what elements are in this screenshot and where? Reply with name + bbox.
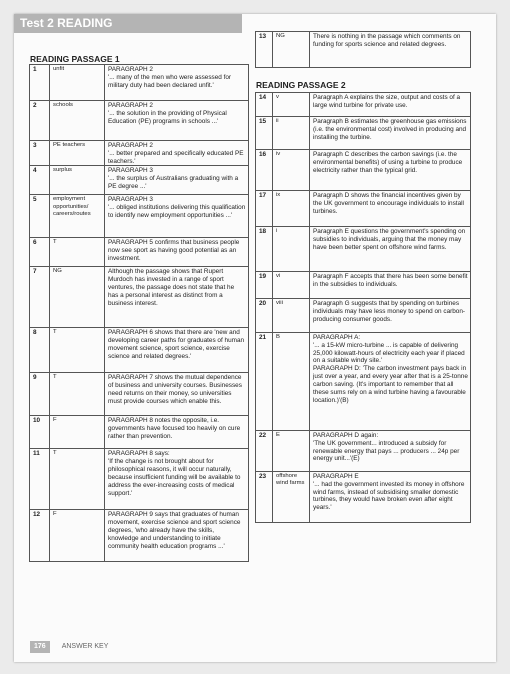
explanation: PARAGRAPH 2 '... better prepared and specifically educated PE teachers.': [105, 141, 249, 166]
footer-label: ANSWER KEY: [61, 643, 109, 650]
question-number: 18: [256, 227, 273, 272]
answer: ii: [273, 117, 310, 150]
explanation: PARAGRAPH 6 shows that there are 'new and developing career paths for graduates of human movement science, sport science, exercise science and related degrees.': [105, 328, 249, 373]
answer-row: [30, 141, 249, 166]
answer-row: [256, 93, 471, 117]
question-number: 14: [256, 93, 273, 117]
question-number: 8: [30, 328, 50, 373]
answer-row: [256, 472, 471, 523]
answer: NG: [273, 32, 310, 68]
answer: offshore wind farms: [273, 472, 310, 523]
explanation: PARAGRAPH 8 says: 'If the change is not brought about for philosophical reasons, it will occur naturally, because insufficient funding will be available to address the ever-increasing costs of medical support.': [105, 449, 249, 510]
answer: NG: [50, 267, 105, 328]
answer: PE teachers: [50, 141, 105, 166]
question-number: 23: [256, 472, 273, 523]
answer: v: [273, 93, 310, 117]
explanation: Paragraph E questions the government's spending on subsidies to individuals, arguing that the money may have been better spent on offshore wind farms.: [310, 227, 471, 272]
explanation: PARAGRAPH E '... had the government invested its money in offshore wind farms, instead of subsidising smaller domestic turbines, they would have broken even after eight years.': [310, 472, 471, 523]
question-number: 21: [256, 333, 273, 431]
answer-row: [30, 416, 249, 449]
question-number: 11: [30, 449, 50, 510]
question-number: 20: [256, 299, 273, 333]
answer-row: [30, 373, 249, 416]
answer-row: [30, 101, 249, 141]
question-number: 2: [30, 101, 50, 141]
question-number: 10: [30, 416, 50, 449]
answer-row: [30, 449, 249, 510]
explanation: There is nothing in the passage which comments on funding for sports science and related degrees.: [310, 32, 471, 68]
page-footer: [30, 641, 108, 653]
answer-row: [30, 267, 249, 328]
answer: E: [273, 431, 310, 472]
explanation: PARAGRAPH 2 '... many of the men who were assessed for military duty had been declared unfit.': [105, 65, 249, 101]
answer: employment opportunities/ careers/routes: [50, 195, 105, 238]
question-number: 15: [256, 117, 273, 150]
test-banner: Test 2 READING: [14, 14, 242, 33]
explanation: PARAGRAPH 9 says that graduates of human movement, exercise science and sport science degrees, 'who already have the skills, knowledge and understanding to initiate community health education programs ...': [105, 510, 249, 562]
answer-table-passage-1-continued: [255, 31, 471, 68]
explanation: PARAGRAPH 3 '... the surplus of Australians graduating with a PE degree ...': [105, 166, 249, 195]
answer: surplus: [50, 166, 105, 195]
explanation: Paragraph C describes the carbon savings (i.e. the environmental benefits) of using a turbine to produce electricity rather than the typical grid.: [310, 150, 471, 191]
answer-row: [256, 272, 471, 299]
passage-1-heading: READING PASSAGE 1: [30, 54, 120, 64]
answer: B: [273, 333, 310, 431]
explanation: Paragraph D shows the financial incentives given by the UK government to encourage individuals to install turbines.: [310, 191, 471, 227]
answer: unfit: [50, 65, 105, 101]
question-number: 16: [256, 150, 273, 191]
question-number: 9: [30, 373, 50, 416]
answer-table-passage-1: [29, 64, 249, 562]
answer-row: [30, 510, 249, 562]
page-number: 176: [30, 641, 50, 653]
answer: T: [50, 449, 105, 510]
answer: iv: [273, 150, 310, 191]
question-number: 6: [30, 238, 50, 267]
answer: T: [50, 238, 105, 267]
answer: ix: [273, 191, 310, 227]
answer-row: [256, 333, 471, 431]
explanation: Paragraph B estimates the greenhouse gas emissions (i.e. the environmental cost) involved in producing and installing the turbine.: [310, 117, 471, 150]
explanation: PARAGRAPH D again: 'The UK government... introduced a subsidy for renewable energy that pays ... producers ... 24p per energy unit...'(E): [310, 431, 471, 472]
passage-2-heading: READING PASSAGE 2: [256, 80, 346, 90]
answer-row: [256, 191, 471, 227]
answer: viii: [273, 299, 310, 333]
answer-row: [256, 299, 471, 333]
question-number: 17: [256, 191, 273, 227]
explanation: Paragraph F accepts that there has been some benefit in the subsidies to individuals.: [310, 272, 471, 299]
question-number: 5: [30, 195, 50, 238]
answer: F: [50, 416, 105, 449]
answer-row: [30, 238, 249, 267]
explanation: PARAGRAPH A: '... a 15-kW micro-turbine ... is capable of delivering 25,000 kilowatt-hours of electricity each year if placed on a suitable windy site.' PARAGRAPH D: 'The carbon investment pays back in just over a year, and every year after that is a 25-tonne carbon saving. (It's important to remember that all these sums rely on a wind turbine having a favourable location.)'(B): [310, 333, 471, 431]
question-number: 12: [30, 510, 50, 562]
question-number: 19: [256, 272, 273, 299]
question-number: 22: [256, 431, 273, 472]
question-number: 13: [256, 32, 273, 68]
answer: i: [273, 227, 310, 272]
explanation: Although the passage shows that Rupert Murdoch has invested in a range of sport ventures, the passage does not state that he has a personal interest as distinct from a business interest.: [105, 267, 249, 328]
question-number: 1: [30, 65, 50, 101]
answer-row: [256, 150, 471, 191]
answer: vi: [273, 272, 310, 299]
answer-row: [30, 65, 249, 101]
explanation: Paragraph G suggests that by spending on turbines individuals may have less money to spend on carbon-producing consumer goods.: [310, 299, 471, 333]
answer: schools: [50, 101, 105, 141]
answer-row: [256, 431, 471, 472]
answer-row: [256, 227, 471, 272]
explanation: PARAGRAPH 5 confirms that business people now see sport as having good potential as an investment.: [105, 238, 249, 267]
question-number: 4: [30, 166, 50, 195]
answer-row: [256, 32, 471, 68]
answer: T: [50, 328, 105, 373]
explanation: PARAGRAPH 8 notes the opposite, i.e. governments have focused too heavily on cure rather than prevention.: [105, 416, 249, 449]
answer-table-passage-2: [255, 92, 471, 523]
question-number: 7: [30, 267, 50, 328]
answer-row: [256, 117, 471, 150]
explanation: Paragraph A explains the size, output and costs of a large wind turbine for private use.: [310, 93, 471, 117]
explanation: PARAGRAPH 2 '... the solution in the providing of Physical Education (PE) programs in schools ...': [105, 101, 249, 141]
answer: F: [50, 510, 105, 562]
answer-row: [30, 195, 249, 238]
answer: T: [50, 373, 105, 416]
question-number: 3: [30, 141, 50, 166]
answer-row: [30, 328, 249, 373]
explanation: PARAGRAPH 7 shows the mutual dependence of business and university courses. Businesses need returns on their money, so universities must provide courses which enable this.: [105, 373, 249, 416]
answer-row: [30, 166, 249, 195]
explanation: PARAGRAPH 3 '... obliged institutions delivering this qualification to identify new employment opportunities ...': [105, 195, 249, 238]
